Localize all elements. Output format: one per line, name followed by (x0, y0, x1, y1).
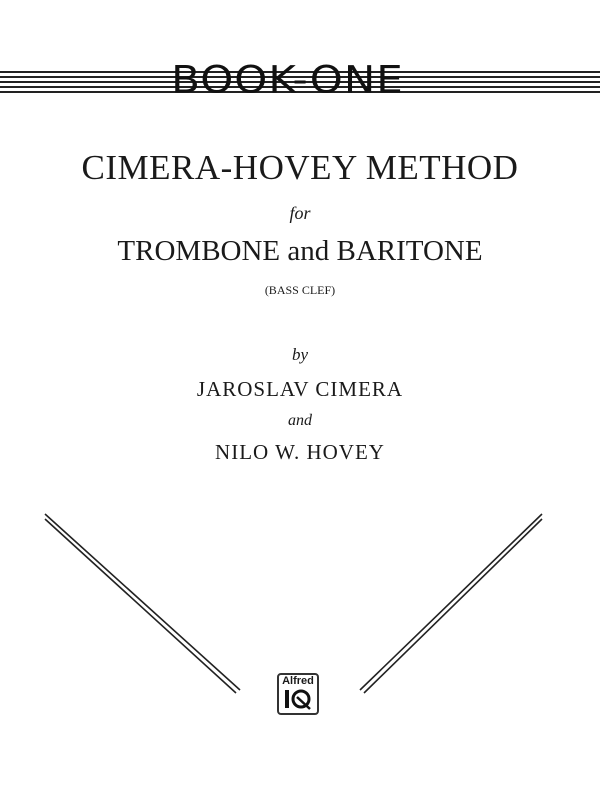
logo-text: Alfred (282, 675, 314, 687)
author-2: NILO W. HOVEY (215, 440, 385, 464)
author-1: JAROSLAV CIMERA (196, 377, 404, 401)
right-diagonal (360, 514, 542, 690)
and-text: and (288, 412, 312, 429)
title: CIMERA-HOVEY METHOD (81, 148, 519, 187)
left-diagonal (45, 514, 240, 690)
right-diagonal (364, 519, 542, 693)
alfred-logo (277, 673, 319, 715)
clef-note: (BASS CLEF) (264, 283, 336, 297)
logo-emblem-icon (283, 688, 313, 710)
for-text: for (289, 203, 311, 223)
book-heading: BOOK-ONE (171, 57, 404, 102)
instruments: TROMBONE and BARITONE (117, 235, 483, 267)
left-diagonal (45, 519, 236, 693)
by-text: by (291, 345, 309, 364)
